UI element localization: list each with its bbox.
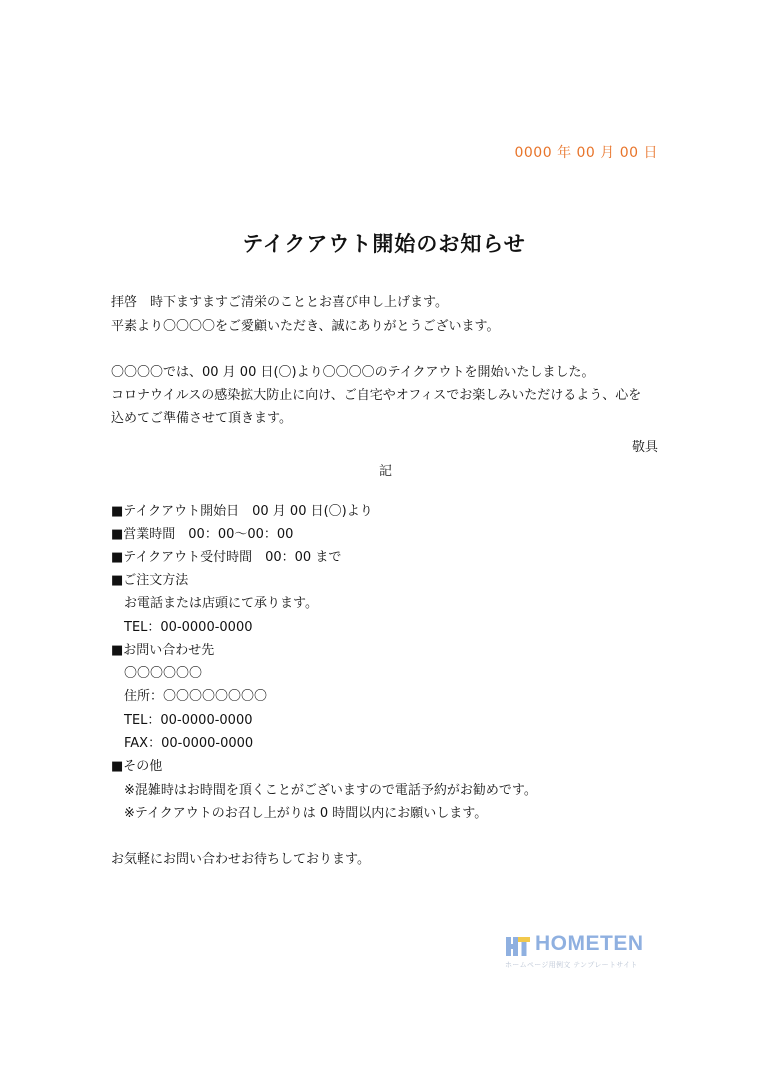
closing-keigu: 敬具 [632,440,659,455]
order-tel: TEL：00-0000-0000 [124,620,253,635]
body-line-2: コロナウイルスの感染拡大防止に向け、ご自宅やオフィスでお楽しみいただけるよう、心を [111,388,642,403]
house-logo-icon [505,934,531,958]
contact-address: 住所：〇〇〇〇〇〇〇〇 [124,689,268,704]
logo-tagline: ホームページ用例文 テンプレートサイト [505,961,638,969]
body-line-1: 〇〇〇〇では、00 月 00 日(〇)より〇〇〇〇のテイクアウトを開始いたしました。 [111,365,595,380]
contact-tel: TEL：00-0000-0000 [124,713,253,728]
contact-heading: ■お問い合わせ先 [111,643,215,658]
body-line-3: 込めてご準備させて頂きます。 [111,411,292,426]
ki-heading: 記 [379,464,393,479]
contact-fax: FAX：00-0000-0000 [124,736,254,751]
contact-name: 〇〇〇〇〇〇 [124,666,203,681]
final-line: お気軽にお問い合わせお待ちしております。 [111,852,370,867]
greeting-line-2: 平素より〇〇〇〇をご愛顧いただき、誠にありがとうございます。 [111,319,500,334]
hometen-logo [505,932,655,972]
hours-item: ■営業時間 00：00〜00：00 [111,527,294,542]
order-method-heading: ■ご注文方法 [111,573,189,588]
document-title: テイクアウト開始のお知らせ [242,231,526,256]
start-date-item: ■テイクアウト開始日 00 月 00 日(〇)より [111,504,373,519]
other-note-2: ※テイクアウトのお召し上がりは 0 時間以内にお願いします。 [124,806,488,821]
greeting-line-1: 拝啓 時下ますますご清栄のこととお喜び申し上げます。 [111,295,448,310]
reception-item: ■テイクアウト受付時間 00：00 まで [111,550,342,565]
logo-wordmark: HOMETEN [535,932,644,955]
other-note-1: ※混雑時はお時間を頂くことがございますので電話予約がお勧めです。 [124,783,537,798]
order-method-text: お電話または店頭にて承ります。 [124,596,318,611]
other-heading: ■その他 [111,759,163,774]
document-date: 0000 年 00 月 00 日 [514,145,658,161]
